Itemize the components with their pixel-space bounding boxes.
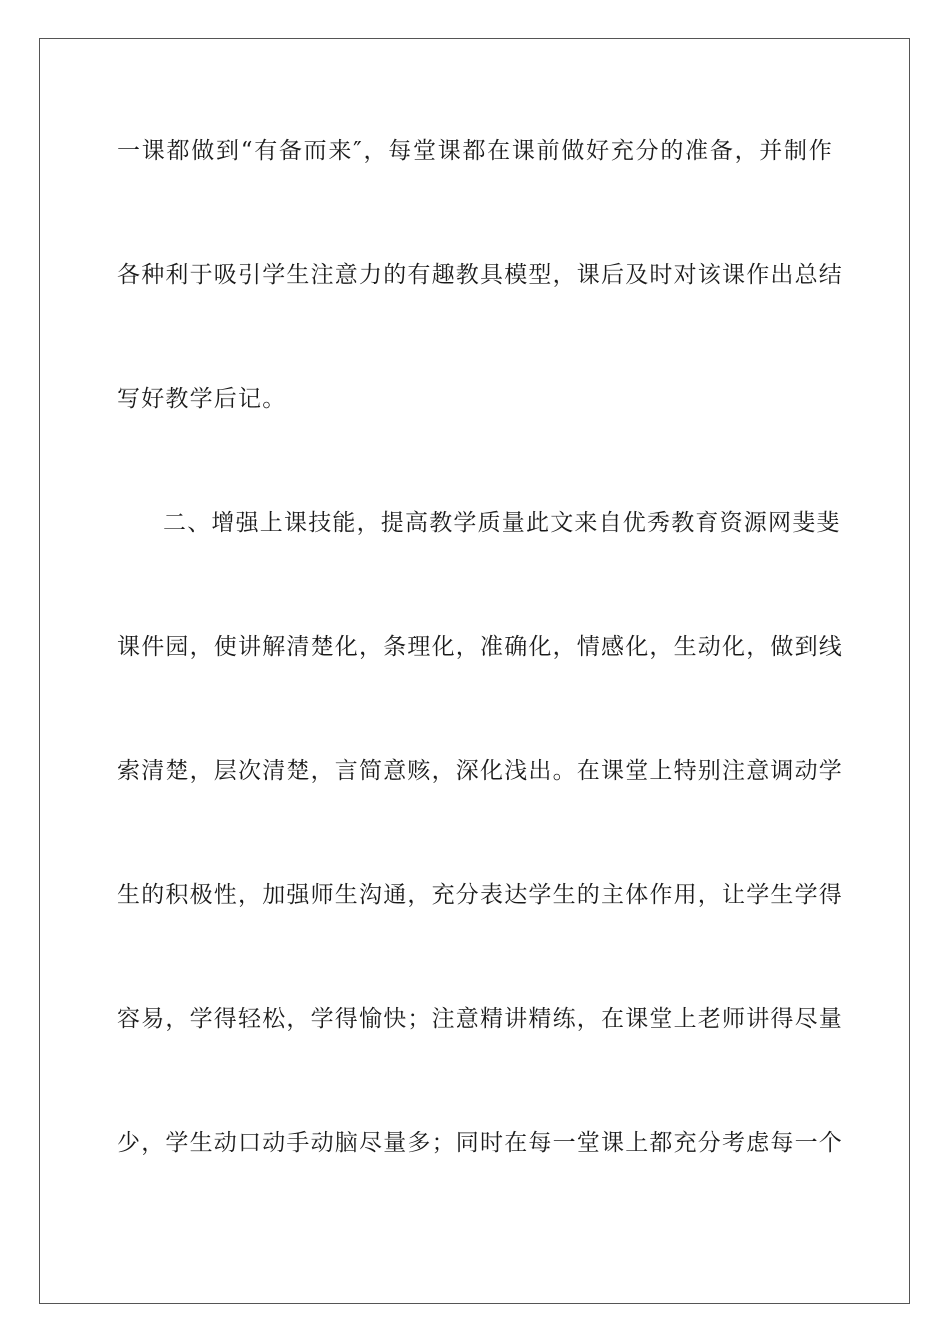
paragraph-line: 写好教学后记。 xyxy=(117,386,287,412)
paragraph-line: 容易，学得轻松，学得愉快；注意精讲精练，在课堂上老师讲得尽量 xyxy=(117,1006,843,1032)
paragraph-line: 二、增强上课技能，提高教学质量此文来自优秀教育资源网斐斐 xyxy=(163,510,841,536)
paragraph-line: 生的积极性，加强师生沟通，充分表达学生的主体作用，让学生学得 xyxy=(117,882,843,908)
paragraph-line: 一课都做到“有备而来″，每堂课都在课前做好充分的准备，并制作 xyxy=(117,138,833,164)
paragraph-line: 索清楚，层次清楚，言简意赅，深化浅出。在课堂上特别注意调动学 xyxy=(117,758,843,784)
paragraph-line: 课件园，使讲解清楚化，条理化，准确化，情感化，生动化，做到线 xyxy=(117,634,843,660)
paragraph-line: 少，学生动口动手动脑尽量多；同时在每一堂课上都充分考虑每一个 xyxy=(117,1130,843,1156)
page-border xyxy=(39,38,910,1304)
paragraph-line: 各种利于吸引学生注意力的有趣教具模型，课后及时对该课作出总结 xyxy=(117,262,843,288)
